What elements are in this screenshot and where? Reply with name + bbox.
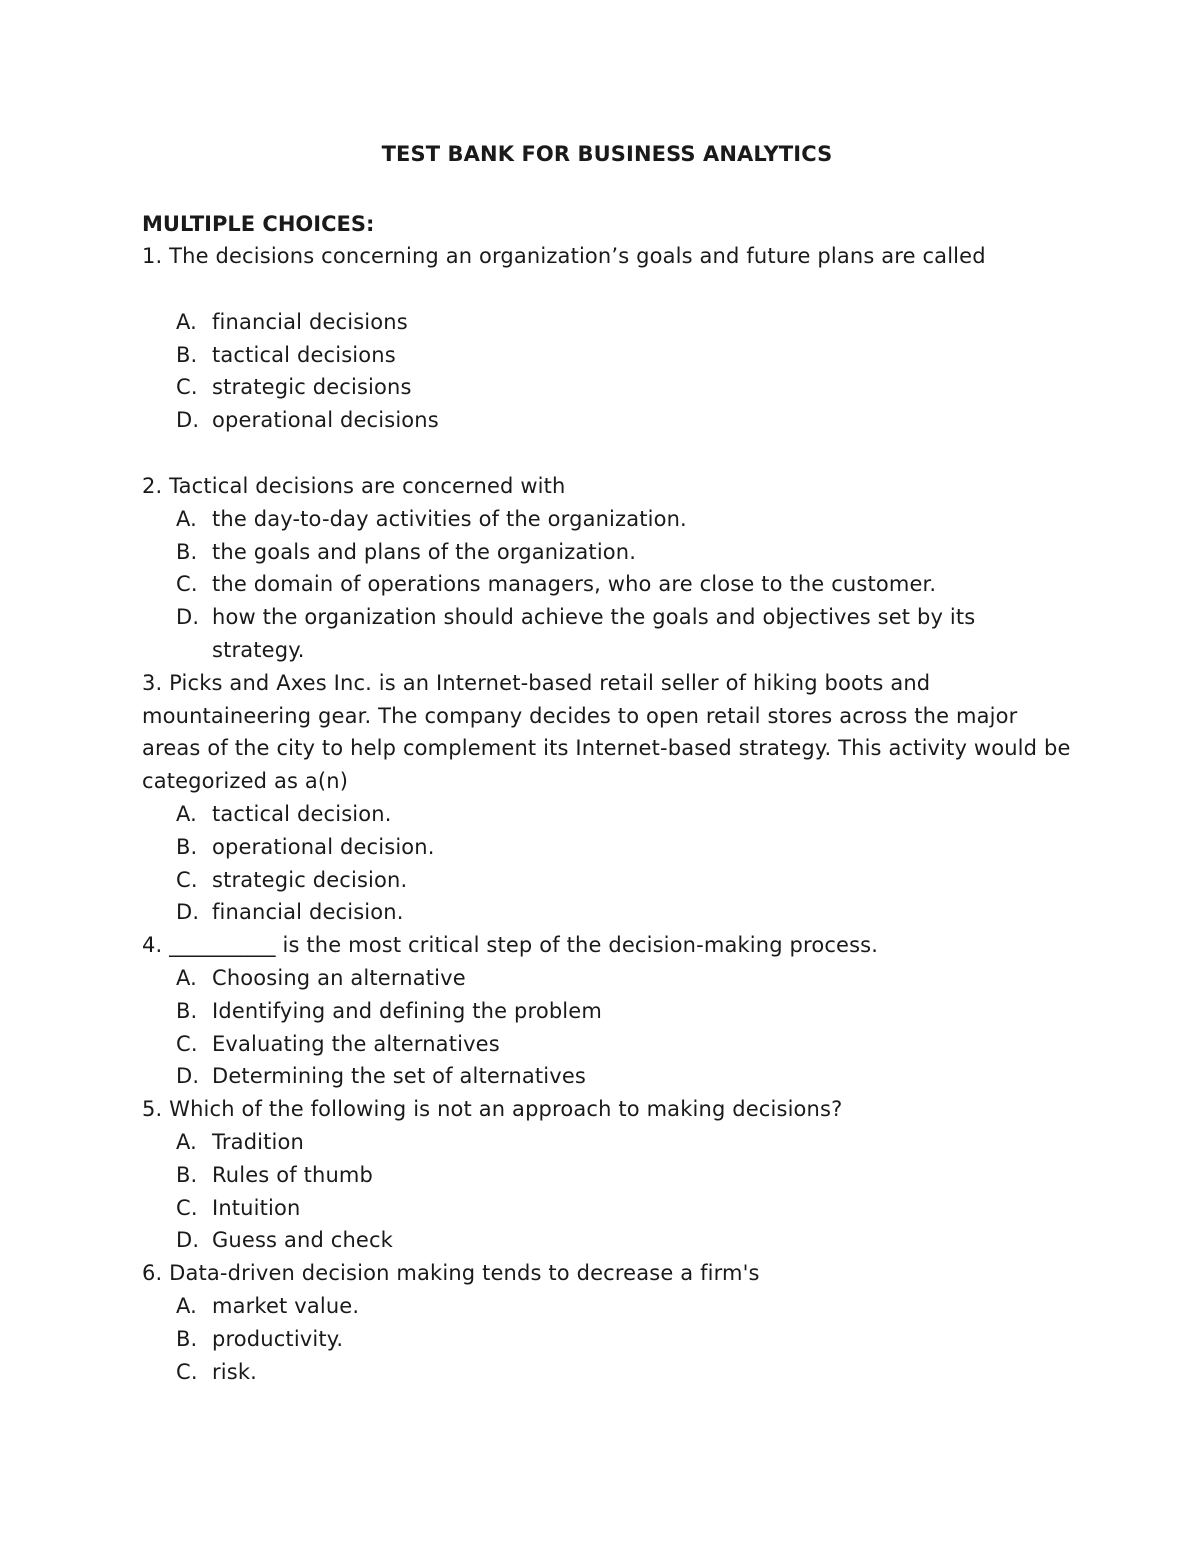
- option-letter: B.: [176, 1162, 198, 1187]
- option-letter: B.: [176, 539, 198, 564]
- option-letter: B.: [176, 1326, 198, 1351]
- option-d: [142, 896, 1072, 929]
- option-letter: B.: [176, 342, 198, 367]
- option-text: the day-to-day activities of the organization.: [212, 506, 687, 531]
- option-text: productivity.: [212, 1326, 344, 1351]
- option-text: tactical decisions: [212, 342, 396, 367]
- question-text: 1. The decisions concerning an organization’s goals and future plans are called: [142, 244, 986, 268]
- option-letter: A.: [176, 309, 197, 334]
- option-letter: A.: [176, 965, 197, 990]
- option-a: [142, 798, 1072, 831]
- option-b: [142, 339, 1072, 372]
- option-b: [142, 536, 1072, 569]
- option-c: [142, 371, 1072, 404]
- option-text: strategic decision.: [212, 867, 408, 892]
- options-list: [142, 306, 1072, 437]
- option-c: [142, 1028, 1072, 1061]
- question-6: [142, 1257, 1072, 1388]
- option-a: [142, 306, 1072, 339]
- option-a: [142, 1126, 1072, 1159]
- option-text: risk.: [212, 1359, 257, 1384]
- option-text: market value.: [212, 1293, 360, 1318]
- document-page: [142, 138, 1072, 1388]
- option-text: Determining the set of alternatives: [212, 1064, 586, 1089]
- options-list: [142, 798, 1072, 929]
- question-text: 4. __________ is the most critical step of the decision-making process.: [142, 933, 879, 958]
- question-1: [142, 240, 1072, 470]
- option-text: tactical decision.: [212, 801, 392, 826]
- document-title: TEST BANK FOR BUSINESS ANALYTICS: [381, 142, 833, 166]
- option-letter: D.: [176, 408, 200, 433]
- section-heading: MULTIPLE CHOICES:: [142, 212, 375, 236]
- question-text: 2. Tactical decisions are concerned with: [142, 473, 566, 498]
- option-letter: C.: [176, 375, 198, 400]
- option-b: [142, 1159, 1072, 1192]
- question-5: [142, 1093, 1072, 1257]
- option-letter: B.: [176, 998, 198, 1023]
- spacer: [142, 273, 1072, 306]
- options-list: [142, 962, 1072, 1093]
- option-text: strategic decisions: [212, 375, 412, 400]
- question-text: 6. Data-driven decision making tends to decrease a firm's: [142, 1261, 760, 1286]
- option-d: [142, 404, 1072, 437]
- option-text: the domain of operations managers, who are close to the customer.: [212, 572, 937, 597]
- option-letter: B.: [176, 834, 198, 859]
- option-letter: C.: [176, 1031, 198, 1056]
- option-c: [142, 864, 1072, 897]
- question-2: [142, 470, 1072, 667]
- question-text: 3. Picks and Axes Inc. is an Internet-based retail seller of hiking boots and mountaineering gear. The company decides to open retail stores across the major areas of the city to help complement its Internet-based strategy. This activity would be categorized as a(n): [142, 670, 1071, 794]
- option-text: Evaluating the alternatives: [212, 1031, 500, 1056]
- option-letter: C.: [176, 867, 198, 892]
- option-c: [142, 1356, 1072, 1389]
- question-text: 5. Which of the following is not an approach to making decisions?: [142, 1097, 843, 1122]
- option-letter: D.: [176, 1228, 200, 1253]
- option-text: operational decision.: [212, 834, 435, 859]
- spacer: [142, 437, 1072, 470]
- option-text: financial decisions: [212, 309, 408, 334]
- option-d: [142, 1224, 1072, 1257]
- options-list: [142, 503, 1072, 667]
- question-4: [142, 929, 1072, 1093]
- question-3: [142, 667, 1072, 929]
- option-letter: D.: [176, 900, 200, 925]
- option-text: operational decisions: [212, 408, 439, 433]
- option-a: [142, 1290, 1072, 1323]
- option-text: Choosing an alternative: [212, 965, 466, 990]
- option-letter: A.: [176, 1129, 197, 1154]
- option-text: financial decision.: [212, 900, 404, 925]
- option-letter: C.: [176, 572, 198, 597]
- option-text: Tradition: [212, 1129, 304, 1154]
- option-c: [142, 568, 1072, 601]
- options-list: [142, 1126, 1072, 1257]
- option-letter: A.: [176, 506, 197, 531]
- options-list: [142, 1290, 1072, 1388]
- option-b: [142, 1323, 1072, 1356]
- option-text: how the organization should achieve the goals and objectives set by its strategy.: [212, 605, 976, 662]
- option-letter: D.: [176, 605, 200, 630]
- option-a: [142, 503, 1072, 536]
- option-text: Intuition: [212, 1195, 301, 1220]
- option-letter: D.: [176, 1064, 200, 1089]
- option-text: Identifying and defining the problem: [212, 998, 602, 1023]
- option-letter: C.: [176, 1195, 198, 1220]
- option-b: [142, 995, 1072, 1028]
- option-d: [142, 1060, 1072, 1093]
- option-b: [142, 831, 1072, 864]
- option-a: [142, 962, 1072, 995]
- option-letter: A.: [176, 801, 197, 826]
- option-letter: C.: [176, 1359, 198, 1384]
- option-c: [142, 1192, 1072, 1225]
- option-letter: A.: [176, 1293, 197, 1318]
- option-d: [142, 601, 1072, 667]
- option-text: the goals and plans of the organization.: [212, 539, 637, 564]
- option-text: Rules of thumb: [212, 1162, 373, 1187]
- option-text: Guess and check: [212, 1228, 393, 1253]
